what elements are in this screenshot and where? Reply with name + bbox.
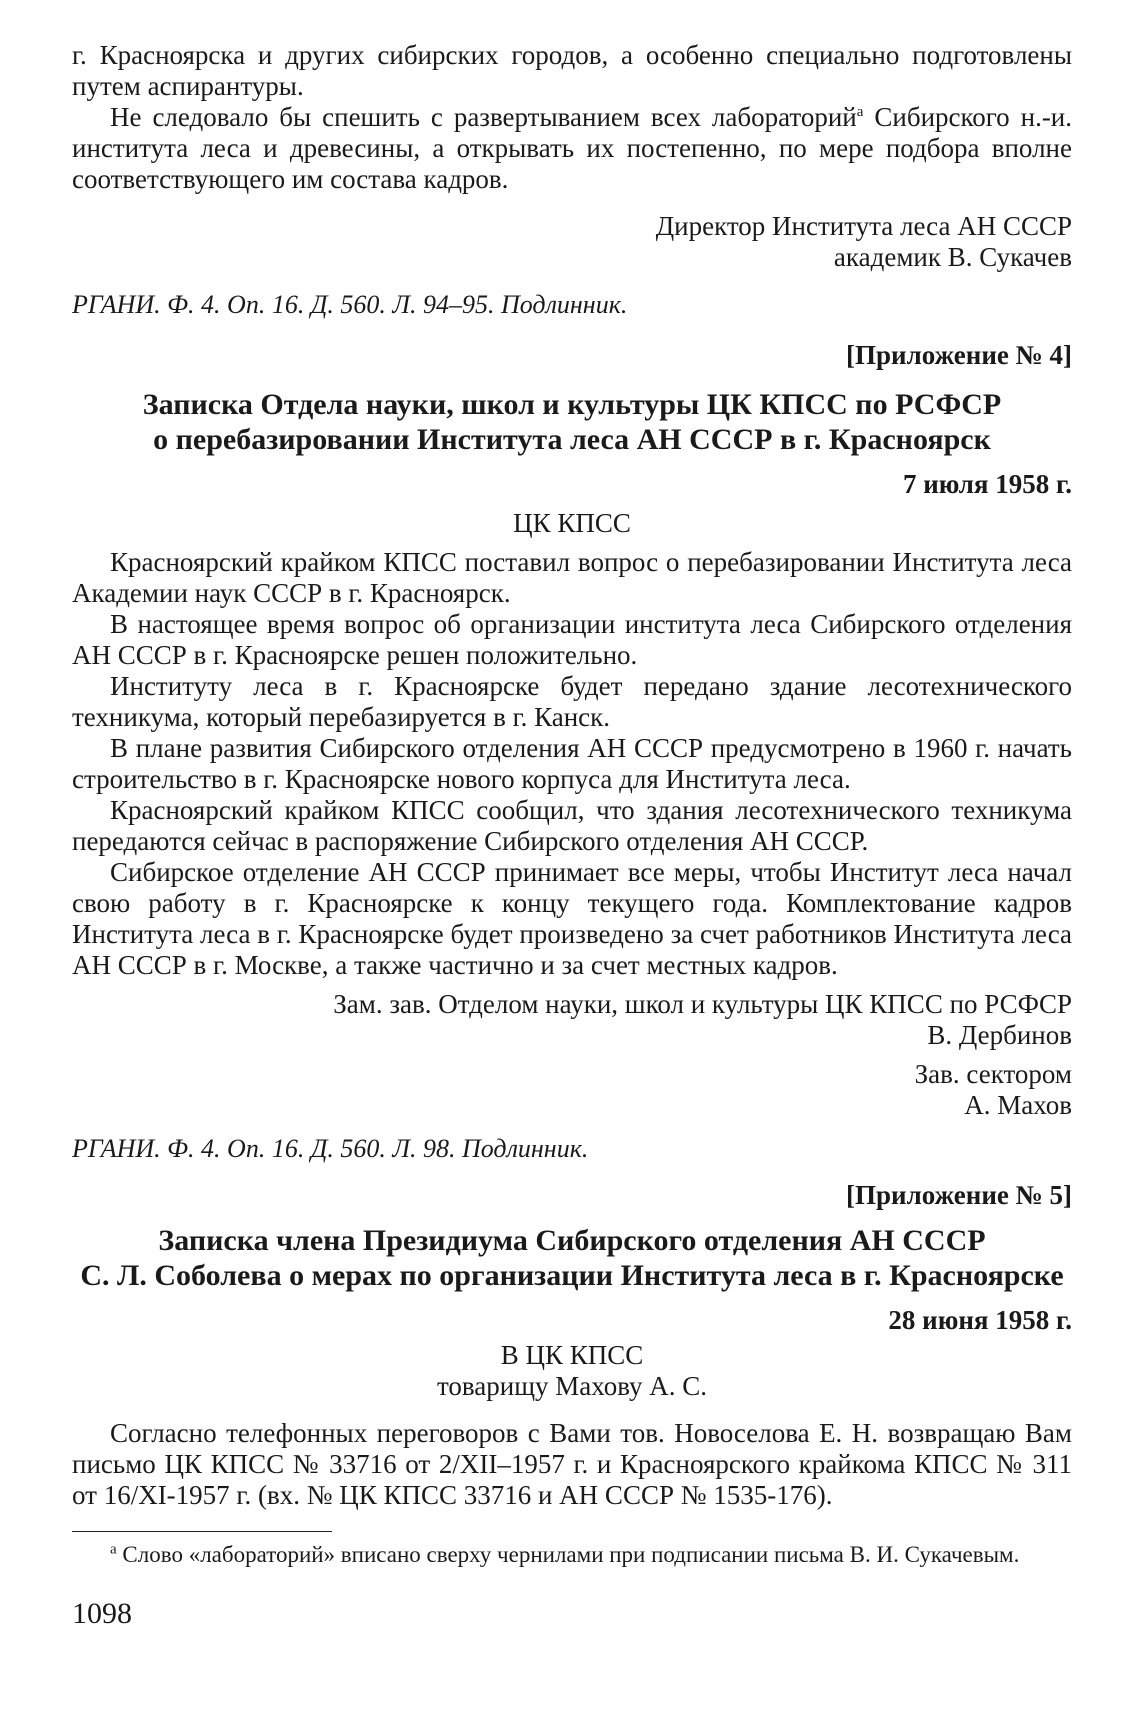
signature-name: А. Махов (964, 1090, 1072, 1120)
appendix-5-title-line1: Записка члена Президиума Сибирского отделения АН СССР (158, 1224, 986, 1257)
appendix-5-paragraph: Согласно телефонных переговоров с Вами тов. Новоселова Е. Н. возвращаю Вам письмо ЦК КПСС № 33716 от 2/XII–1957 г. и Красноярского крайкома КПСС № 311 от 16/XI-1957 г. (вх. № ЦК КПСС 33716 и АН СССР № 1535-176). (72, 1418, 1072, 1510)
signature-block-makhov (72, 1059, 1072, 1121)
appendix-4-title-line1: Записка Отдела науки, школ и культуры ЦК КПСС по РСФСР (142, 388, 1002, 421)
signature-block-derbinov (72, 989, 1072, 1051)
appendix-4-paragraph: Институту леса в г. Красноярске будет передано здание лесотехнического техникума, который перебазируется в г. Канск. (72, 671, 1072, 732)
appendix-4-label: [Приложение № 4] (846, 340, 1072, 370)
paragraph-laboratories-text-after: Сибирского н.-и. института леса и древесины, а открывать их постепенно, по мере подбора вполне соответствующего им состава кадров. (72, 102, 1072, 194)
signature-title: Директор Института леса АН СССР (655, 211, 1072, 241)
paragraph-laboratories (72, 102, 1072, 195)
appendix-4-date: 7 июля 1958 г. (903, 469, 1072, 499)
signature-block-sukachev (72, 211, 1072, 273)
document-page (72, 40, 1072, 1700)
appendix-4-paragraph: Красноярский крайком КПСС поставил вопрос о перебазировании Института леса Академии наук СССР в г. Красноярск. (72, 547, 1072, 608)
appendix-4-paragraph: Сибирское отделение АН СССР принимает все меры, чтобы Институт леса начал свою работу в г. Красноярске к концу текущего года. Комплектование кадров Института леса в г. Красноярске будет произведено за счет работников Института леса АН СССР в г. Москве, а также частично и за счет местных кадров. (72, 857, 1072, 980)
paragraph-laboratories-text-before: Не следовало бы спешить с развертыванием всех лабораторий (110, 102, 857, 132)
appendix-5-addressee-line1: В ЦК КПСС (500, 1340, 644, 1370)
appendix-5-title-line2: С. Л. Соболева о мерах по организации Института леса в г. Красноярске (80, 1259, 1064, 1292)
archive-reference: РГАНИ. Ф. 4. Оп. 16. Д. 560. Л. 94–95. Подлинник. (72, 290, 628, 319)
signature-name: академик В. Сукачев (833, 242, 1072, 272)
appendix-5-date: 28 июня 1958 г. (888, 1305, 1072, 1335)
appendix-4-paragraph: В плане развития Сибирского отделения АН СССР предусмотрено в 1960 г. начать строительство в г. Красноярске нового корпуса для Института леса. (72, 733, 1072, 794)
footnote-text: Слово «лабораторий» вписано сверху чернилами при подписании письма В. И. Сукачевым. (116, 1542, 1020, 1567)
appendix-4-paragraph: В настоящее время вопрос об организации института леса Сибирского отделения АН СССР в г. Красноярске решен положительно. (72, 609, 1072, 670)
archive-reference: РГАНИ. Ф. 4. Оп. 16. Д. 560. Л. 98. Подлинник. (72, 1134, 589, 1163)
signature-title: Зав. сектором (914, 1059, 1072, 1089)
appendix-4-addressee: ЦК КПСС (513, 508, 631, 538)
signature-title: Зам. зав. Отделом науки, школ и культуры ЦК КПСС по РСФСР (333, 989, 1072, 1019)
signature-name: В. Дербинов (927, 1020, 1072, 1050)
footnote-marker: а (110, 1541, 117, 1558)
appendix-5-addressee-line2: товарищу Махову А. С. (436, 1371, 708, 1401)
footnote-marker: а (856, 104, 864, 120)
paragraph-continuation: г. Красноярска и других сибирских городов, а особенно специально подготовлены путем аспирантуры. (72, 40, 1072, 101)
appendix-4-paragraph: Красноярский крайком КПСС сообщил, что здания лесотехнического техникума передаются сейчас в распоряжение Сибирского отделения АН СССР. (72, 795, 1072, 856)
page-number: 1098 (72, 1597, 132, 1630)
appendix-4-title-line2: о перебазировании Института леса АН СССР в г. Красноярск (153, 423, 991, 456)
footnote (72, 1540, 1072, 1569)
appendix-5-label: [Приложение № 5] (846, 1180, 1072, 1210)
